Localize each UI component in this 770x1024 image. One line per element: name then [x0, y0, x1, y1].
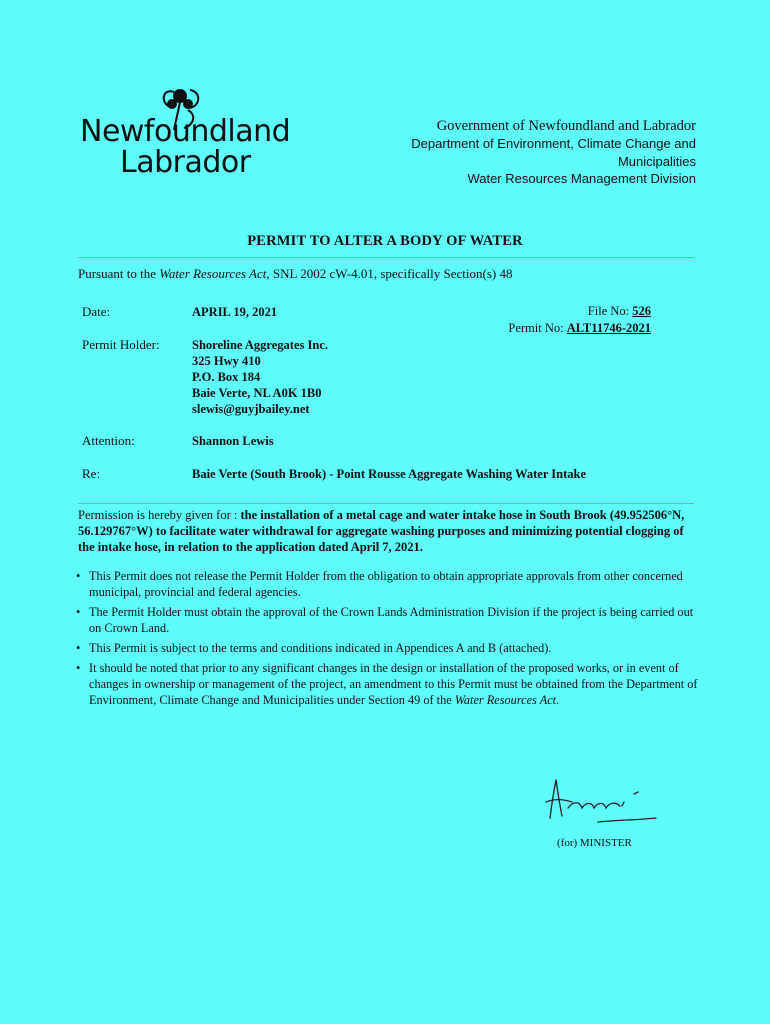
condition-text: This Permit does not release the Permit Holder from the obligation to obtain appropriate approvals from other concerned municipal, provincial and federal agencies. — [89, 569, 683, 599]
holder-address — [192, 337, 328, 417]
newfoundland-labrador-logo — [80, 82, 291, 192]
re-label: Re: — [82, 466, 101, 481]
bullet-marker: • — [76, 569, 81, 583]
re-value: Baie Verte (South Brook) - Point Rousse Aggregate Washing Water Intake — [192, 467, 587, 481]
holder-email: slewis@guyjbailey.net — [192, 402, 310, 416]
pursuant-statement — [78, 266, 512, 282]
act-name: Water Resources Act — [159, 266, 267, 281]
holder-line: Shoreline Aggregates Inc. — [192, 338, 328, 352]
holder-label: Permit Holder: — [82, 337, 160, 352]
condition-item — [76, 568, 700, 600]
logo-line2: Labrador — [120, 145, 251, 180]
permission-statement — [78, 507, 698, 555]
permit-no — [508, 320, 651, 337]
permission-body: the installation of a metal cage and water intake hose in South Brook (49.952506°N, 56.129767°W) to facilitate water withdrawal for aggregate washing purposes and minimizing potential clogging of the intake hose, in relation to the application dated April 7, 2021. — [78, 508, 685, 554]
date-label: Date: — [82, 304, 111, 319]
handwritten-signature — [538, 772, 668, 832]
file-info — [508, 303, 651, 337]
bullet-marker: • — [76, 661, 81, 675]
condition-text: It should be noted that prior to any significant changes in the design or installation of the proposed works, or in event of changes in ownership or management of the project, an amendment to this Permit must be obtained from the Department of Environment, Climate Change and Municipalities under Section 49 of the — [89, 661, 698, 707]
permission-prefix: Permission is hereby given for : — [78, 508, 241, 522]
pursuant-prefix: Pursuant to the — [78, 266, 160, 281]
condition-text-end: . — [556, 693, 560, 707]
condition-text: The Permit Holder must obtain the approval of the Crown Lands Administration Division if the project is being carried out on Crown Land. — [89, 605, 694, 635]
attention-value: Shannon Lewis — [192, 434, 274, 448]
logo-wordmark — [80, 116, 290, 178]
file-no — [508, 303, 651, 320]
government-header — [336, 117, 696, 188]
logo-line1: Newfoundland — [80, 114, 291, 149]
pursuant-suffix: , SNL 2002 cW-4.01, specifically Section(s) 48 — [266, 266, 513, 281]
divider — [78, 257, 694, 258]
bullet-marker: • — [76, 641, 81, 655]
holder-line: 325 Hwy 410 — [192, 354, 261, 368]
government-name: Government of Newfoundland and Labrador — [436, 118, 696, 134]
condition-text: This Permit is subject to the terms and conditions indicated in Appendices A and B (attached). — [89, 641, 552, 655]
condition-item — [76, 604, 700, 636]
condition-item — [76, 640, 700, 656]
holder-line: Baie Verte, NL A0K 1B0 — [192, 386, 322, 400]
condition-item — [76, 660, 700, 708]
department-name: Department of Environment, Climate Change and — [411, 136, 696, 151]
date-value: APRIL 19, 2021 — [192, 305, 278, 319]
bullet-marker: • — [76, 605, 81, 619]
department-name-cont: Municipalities — [617, 153, 696, 169]
attention-label: Attention: — [82, 433, 135, 448]
division-name: Water Resources Management Division — [467, 171, 696, 186]
file-no-value: 526 — [632, 304, 651, 318]
permit-no-value: ALT11746-2021 — [566, 321, 651, 335]
act-name: Water Resources Act — [454, 693, 557, 707]
conditions-list — [76, 568, 700, 712]
divider — [78, 503, 694, 504]
document-title: PERMIT TO ALTER A BODY OF WATER — [247, 233, 523, 249]
signature-caption: (for) MINISTER — [557, 837, 632, 849]
file-no-label: File No: — [587, 304, 633, 318]
permit-no-label: Permit No: — [508, 321, 567, 335]
holder-line: P.O. Box 184 — [192, 370, 261, 384]
